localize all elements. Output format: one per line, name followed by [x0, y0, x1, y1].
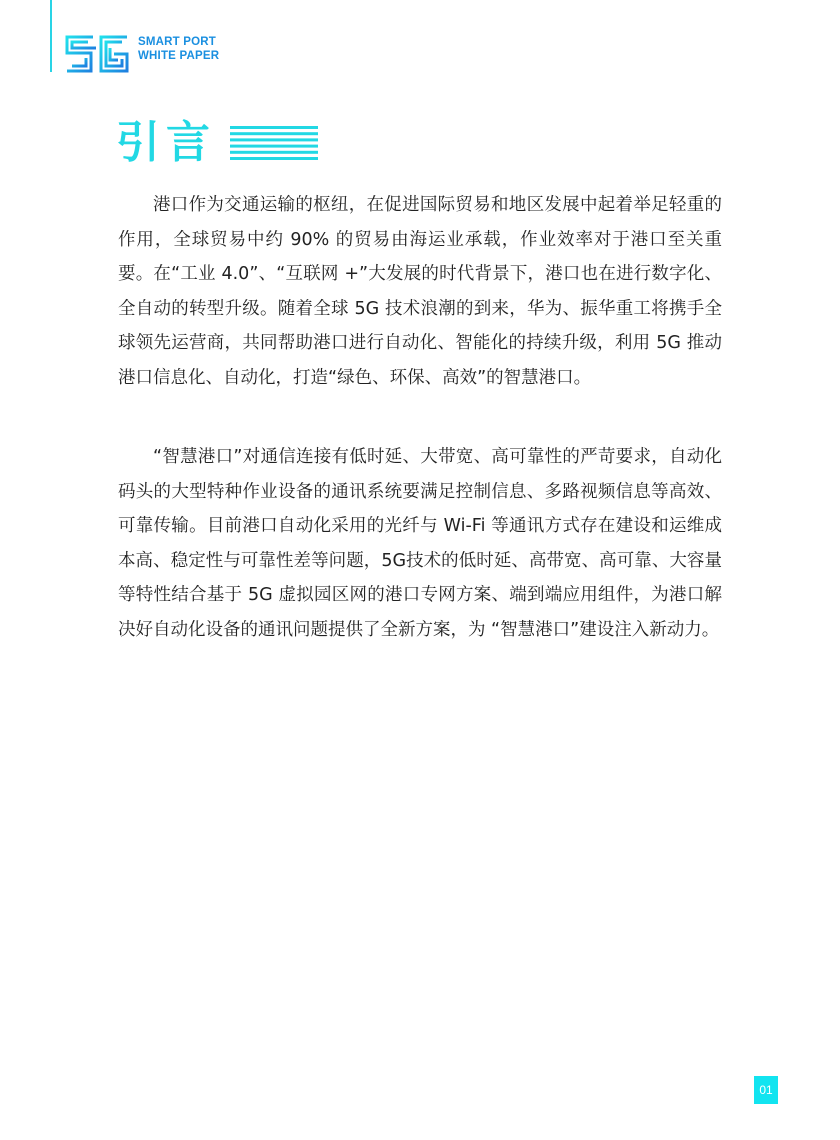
intro-paragraph-2: [118, 440, 722, 647]
header-accent-rule: [50, 0, 52, 72]
decorative-lines-icon: [230, 126, 318, 160]
logo-line-1: SMART PORT: [138, 36, 217, 48]
5g-logo-icon: [64, 34, 130, 74]
section-heading: [116, 118, 318, 168]
page-number-badge: 01: [754, 1076, 778, 1104]
logo-wordmark: [138, 35, 219, 63]
paragraph-text: “智慧港口”对通信连接有低时延、大带宽、高可靠性的严苛要求，自动化码头的大型特种作业设备的通讯系统要满足控制信息、多路视频信息等高效、可靠传输。目前港口自动化采用的光纤与 Wi-Fi 等通讯方式存在建设和运维成本高、稳定性与可靠性差等问题，5G技术的低时延、高带宽、高可靠、大容量等特性结合基于 5G 虚拟园区网的港口专网方案、端到端应用组件，为港口解决好自动化设备的通讯问题提供了全新方案，为 “智慧港口”建设注入新动力。: [118, 447, 722, 640]
paragraph-text: 港口作为交通运输的枢纽，在促进国际贸易和地区发展中起着举足轻重的作用，全球贸易中约 90% 的贸易由海运业承载，作业效率对于港口至关重要。在“工业 4.0”、“互联网 +”大发展的时代背景下，港口也在进行数字化、全自动的转型升级。随着全球 5G 技术浪潮的到来，华为、振华重工将携手全球领先运营商，共同帮助港口进行自动化、智能化的持续升级，利用 5G 推动港口信息化、自动化，打造“绿色、环保、高效”的智慧港口。: [118, 195, 722, 388]
logo-line-2: WHITE PAPER: [138, 50, 220, 62]
intro-paragraph-1: [118, 188, 722, 395]
section-title: 引言: [116, 117, 216, 168]
